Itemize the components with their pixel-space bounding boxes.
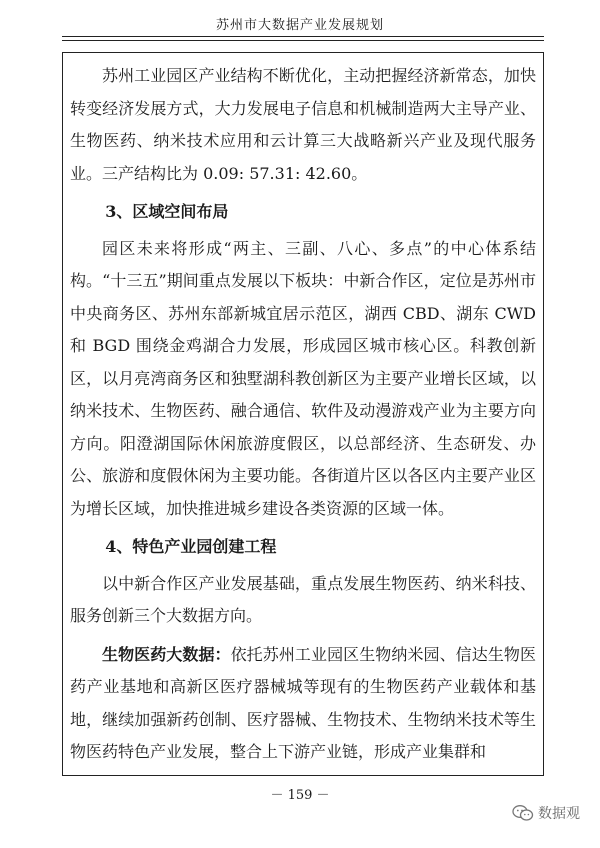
document-body (70, 60, 536, 769)
biomedicine-text: 依托苏州工业园区生物纳米园、信达生物医药产业基地和高新区医疗器械城等现有的生物医药产业载体和基地，继续加强新药创制、医疗器械、生物技术、生物纳米技术等生物医药特色产业发展，整合上下游产业链，形成产业集群和 (70, 644, 536, 761)
page-number: － 159 － (270, 788, 330, 803)
paragraph-biomedicine (70, 639, 536, 769)
watermark-label: 数据观 (538, 806, 580, 822)
watermark (512, 803, 580, 823)
running-header: 苏州市大数据产业发展规划 (215, 18, 384, 33)
header-rule-thin (62, 40, 544, 41)
section-heading-industrial-park: 4、特色产业园创建工程 (105, 537, 277, 556)
wechat-icon (512, 804, 534, 822)
paragraph-park-focus: 以中新合作区产业发展基础，重点发展生物医药、纳米科技、服务创新三个大数据方向。 (70, 573, 536, 625)
paragraph-spatial-layout: 园区未来将形成“两主、三副、八心、多点”的中心体系结构。“十三五”期间重点发展以下板块：中新合作区，定位是苏州市中央商务区、苏州东部新城宜居示范区，湖西 CBD、湖东 CWD 和 BGD 围绕金鸡湖合力发展，形成园区城市核心区。科教创新区，以月亮湾商务区和独墅湖科教创新区为主要产业增长区域，以纳米技术、生物医药、融合通信、软件及动漫游戏产业为主要方向方向。阳澄湖国际休闲旅游度假区，以总部经济、生态研发、办公、旅游和度假休闲为主要功能。各街道片区以各区内主要产业区为增长区域，加快推进城乡建设各类资源的区域一体。 (70, 238, 536, 518)
paragraph-industry-structure: 苏州工业园区产业结构不断优化，主动把握经济新常态，加快转变经济发展方式，大力发展电子信息和机械制造两大主导产业、生物医药、纳米技术应用和云计算三大战略新兴产业及现代服务业。三产结构比为 0.09: 57.31: 42.60。 (70, 66, 536, 183)
header-rule-thick (62, 36, 544, 37)
section-heading-spatial-layout: 3、区域空间布局 (105, 202, 229, 221)
biomedicine-term: 生物医药大数据： (102, 644, 231, 664)
